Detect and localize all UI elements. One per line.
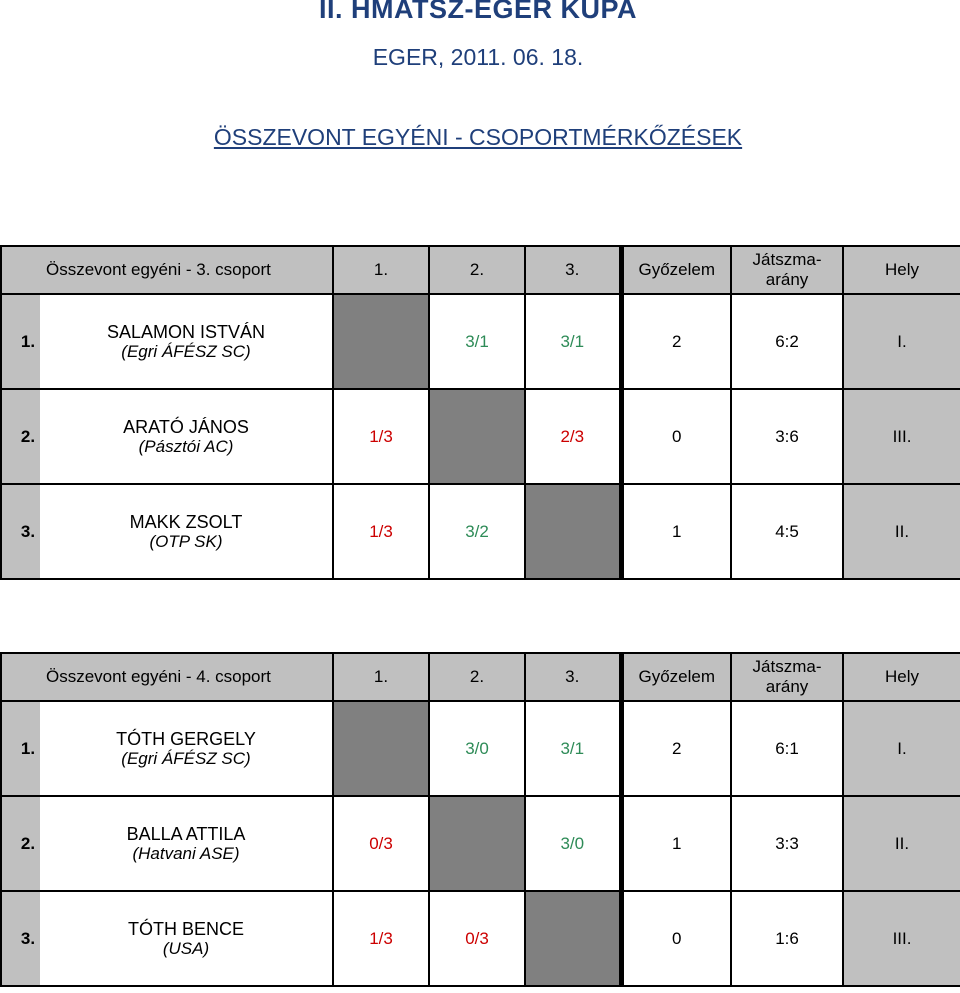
player-cell	[40, 701, 333, 796]
player-cell	[40, 389, 333, 484]
player-cell	[40, 484, 333, 579]
player-cell	[40, 294, 333, 389]
player-name: TÓTH BENCE	[128, 918, 245, 939]
player-cell	[40, 796, 333, 891]
result-cell: 3/1	[429, 294, 525, 389]
result-cell: 0/3	[429, 891, 525, 986]
col-header-3: 3.	[525, 246, 621, 294]
col-header-place: Hely	[843, 653, 960, 701]
page-title: II. HMATSZ-EGER KUPA	[319, 0, 637, 24]
col-header-wins: Győzelem	[621, 246, 731, 294]
table-row	[1, 389, 960, 484]
group-table-4	[0, 652, 960, 987]
row-number: 2.	[1, 796, 40, 891]
col-header-wins: Győzelem	[621, 653, 731, 701]
wins-cell: 1	[621, 796, 731, 891]
col-header-1: 1.	[333, 653, 429, 701]
player-club: (USA)	[162, 938, 210, 958]
player-name: TÓTH GERGELY	[116, 728, 256, 749]
player-name: ARATÓ JÁNOS	[123, 416, 249, 437]
group-header-row	[1, 246, 960, 294]
wins-cell: 2	[621, 294, 731, 389]
col-header-2: 2.	[429, 246, 525, 294]
place-cell: III.	[843, 389, 960, 484]
ratio-cell: 6:1	[731, 701, 843, 796]
page-subtitle: ÖSSZEVONT EGYÉNI - CSOPORTMÉRKŐZÉSEK	[213, 124, 743, 150]
player-club: (Pásztói AC)	[138, 436, 234, 456]
event-date: EGER, 2011. 06. 18.	[372, 44, 584, 70]
result-cell: 0/3	[333, 796, 429, 891]
ratio-cell: 3:3	[731, 796, 843, 891]
place-cell: II.	[843, 796, 960, 891]
table-row	[1, 701, 960, 796]
table-row	[1, 484, 960, 579]
col-header-place: Hely	[843, 246, 960, 294]
player-name: SALAMON ISTVÁN	[106, 321, 266, 342]
wins-cell: 0	[621, 891, 731, 986]
result-cell: 3/0	[525, 796, 621, 891]
self-match-cell	[525, 484, 621, 579]
row-number: 3.	[1, 891, 40, 986]
player-cell	[40, 891, 333, 986]
place-cell: II.	[843, 484, 960, 579]
self-match-cell	[429, 389, 525, 484]
group-table-3	[0, 245, 960, 580]
player-name: BALLA ATTILA	[126, 823, 246, 844]
wins-cell: 2	[621, 701, 731, 796]
col-header-1: 1.	[333, 246, 429, 294]
table-row	[1, 796, 960, 891]
place-cell: I.	[843, 294, 960, 389]
result-cell: 1/3	[333, 389, 429, 484]
wins-cell: 0	[621, 389, 731, 484]
group-name: Összevont egyéni - 3. csoport	[1, 246, 333, 294]
player-club: (Egri ÁFÉSZ SC)	[121, 748, 251, 768]
group-name: Összevont egyéni - 4. csoport	[1, 653, 333, 701]
self-match-cell	[333, 294, 429, 389]
player-club: (Hatvani ASE)	[132, 843, 240, 863]
ratio-cell: 4:5	[731, 484, 843, 579]
result-cell: 3/2	[429, 484, 525, 579]
row-number: 1.	[1, 294, 40, 389]
table-row	[1, 294, 960, 389]
ratio-cell: 1:6	[731, 891, 843, 986]
ratio-cell: 3:6	[731, 389, 843, 484]
result-cell: 2/3	[525, 389, 621, 484]
col-header-ratio: Játszma- arány	[731, 653, 843, 701]
ratio-cell: 6:2	[731, 294, 843, 389]
result-cell: 3/1	[525, 701, 621, 796]
result-cell: 1/3	[333, 484, 429, 579]
result-cell: 3/1	[525, 294, 621, 389]
self-match-cell	[525, 891, 621, 986]
place-cell: I.	[843, 701, 960, 796]
table-row	[1, 891, 960, 986]
group-header-row	[1, 653, 960, 701]
result-cell: 1/3	[333, 891, 429, 986]
result-cell: 3/0	[429, 701, 525, 796]
col-header-ratio: Játszma- arány	[731, 246, 843, 294]
wins-cell: 1	[621, 484, 731, 579]
col-header-2: 2.	[429, 653, 525, 701]
player-club: (Egri ÁFÉSZ SC)	[121, 341, 251, 361]
player-name: MAKK ZSOLT	[129, 511, 243, 532]
self-match-cell	[429, 796, 525, 891]
row-number: 1.	[1, 701, 40, 796]
row-number: 3.	[1, 484, 40, 579]
player-club: (OTP SK)	[149, 531, 223, 551]
col-header-3: 3.	[525, 653, 621, 701]
row-number: 2.	[1, 389, 40, 484]
self-match-cell	[333, 701, 429, 796]
place-cell: III.	[843, 891, 960, 986]
